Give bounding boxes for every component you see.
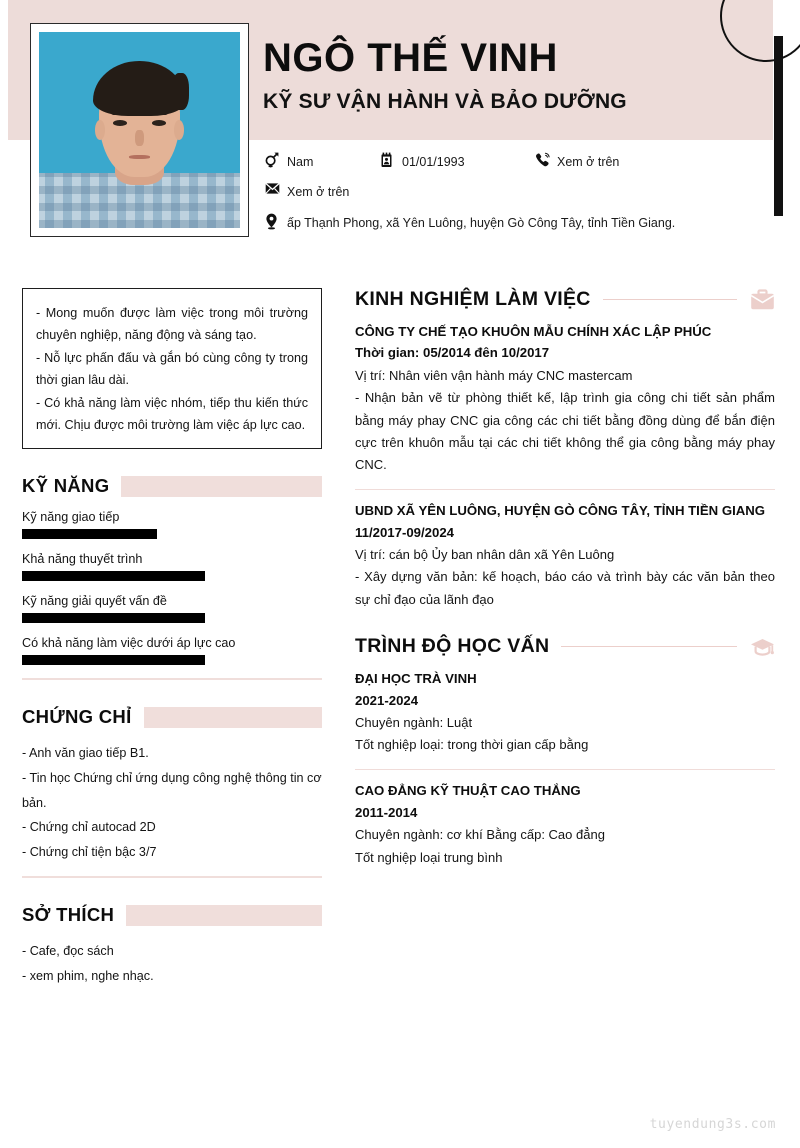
list-item: - xem phim, nghe nhạc. xyxy=(22,968,154,983)
contact-email-value: Xem ở trên xyxy=(287,185,350,200)
skill-bar-track xyxy=(22,571,322,581)
hobbies-list xyxy=(22,939,322,988)
contact-info xyxy=(265,152,765,243)
skill-bar-fill xyxy=(22,613,205,623)
left-column xyxy=(22,288,322,988)
decorative-vertical-bar xyxy=(774,36,783,216)
education-entry xyxy=(355,781,775,869)
contact-email xyxy=(265,182,349,202)
skill-label: Khả năng thuyết trình xyxy=(22,552,143,567)
skills-heading xyxy=(22,475,322,497)
gender-icon xyxy=(265,152,287,168)
skill-item xyxy=(22,636,322,665)
phone-icon xyxy=(535,152,557,168)
contact-address xyxy=(265,213,675,233)
contact-gender-value: Nam xyxy=(287,155,314,169)
objective-line: - Có khả năng làm việc nhóm, tiếp thu kiến thức mới. Chịu được môi trường làm việc áp lực cao. xyxy=(36,395,308,433)
skill-item xyxy=(22,510,322,539)
education-title: TRÌNH ĐỘ HỌC VẤN xyxy=(355,635,550,658)
skill-item xyxy=(22,594,322,623)
education-major: Chuyên ngành: Luật xyxy=(355,715,473,731)
hobbies-heading-bar xyxy=(126,905,322,926)
education-result: Tốt nghiệp loại: trong thời gian cấp bằng xyxy=(355,737,589,753)
experience-position: Vị trí: Nhân viên vận hành máy CNC mastercam xyxy=(355,367,633,383)
skill-bar-track xyxy=(22,529,322,539)
list-item: - Chứng chỉ autocad 2D xyxy=(22,820,156,835)
career-objective-box xyxy=(22,288,322,449)
contact-address-value: ấp Thạnh Phong, xã Yên Luông, huyện Gò Công Tây, tỉnh Tiền Giang. xyxy=(287,215,676,230)
experience-org: CÔNG TY CHẾ TẠO KHUÔN MẪU CHÍNH XÁC LẬP PHÚC xyxy=(355,324,712,339)
skill-label: Kỹ năng giải quyết vấn đề xyxy=(22,594,167,609)
skill-bar-track xyxy=(22,613,322,623)
skill-label: Kỹ năng giao tiếp xyxy=(22,510,120,525)
objective-line: - Nỗ lực phấn đấu và gắn bó cùng công ty trong thời gian lâu dài. xyxy=(36,350,308,388)
objective-line: - Mong muốn được làm việc trong môi trường chuyên nghiệp, năng động và sáng tạo. xyxy=(36,306,308,343)
skill-label: Có khả năng làm việc dưới áp lực cao xyxy=(22,636,236,651)
certificates-title: CHỨNG CHỈ xyxy=(22,706,132,728)
hobbies-title: SỞ THÍCH xyxy=(22,904,115,926)
education-heading-rule xyxy=(561,646,737,648)
experience-entry xyxy=(355,501,775,611)
education-school: ĐẠI HỌC TRÀ VINH xyxy=(355,671,477,687)
experience-heading xyxy=(355,288,775,311)
hobbies-heading xyxy=(22,904,322,926)
skill-bar-fill xyxy=(22,571,205,581)
experience-heading-rule xyxy=(603,299,737,301)
education-entry xyxy=(355,669,775,757)
avatar xyxy=(39,32,240,228)
education-result: Tốt nghiệp loại trung bình xyxy=(355,849,503,865)
skills-title: KỸ NĂNG xyxy=(22,475,110,497)
list-item: - Tin học Chứng chỉ ứng dụng công nghệ thông tin cơ bản. xyxy=(22,770,322,810)
education-divider xyxy=(355,769,775,771)
contact-gender xyxy=(265,152,380,172)
skill-bar-fill xyxy=(22,655,205,665)
right-column xyxy=(355,288,775,875)
skills-heading-bar xyxy=(121,476,322,497)
briefcase-icon xyxy=(749,289,775,311)
job-title: KỸ SƯ VẬN HÀNH VÀ BẢO DƯỠNG xyxy=(263,90,627,113)
experience-org: UBND XÃ YÊN LUÔNG, HUYỆN GÒ CÔNG TÂY, TỈNH TIỀN GIANG xyxy=(355,503,766,519)
envelope-icon xyxy=(265,182,287,195)
profile-photo-frame xyxy=(30,23,249,237)
certificates-heading-bar xyxy=(144,707,322,728)
skill-item xyxy=(22,552,322,581)
list-item: - Cafe, đọc sách xyxy=(22,944,114,959)
certificates-list xyxy=(22,741,322,864)
experience-desc: - Xây dựng văn bản: kế hoạch, báo cáo và trình bày các văn bản theo sự chỉ đạo của lãnh đạo xyxy=(355,569,775,607)
experience-title: KINH NGHIỆM LÀM VIỆC xyxy=(355,288,591,310)
experience-time: Thời gian: 05/2014 đên 10/2017 xyxy=(355,345,550,361)
certificates-divider xyxy=(22,876,322,878)
experience-divider xyxy=(355,489,775,491)
education-school: CAO ĐẲNG KỸ THUẬT CAO THẮNG xyxy=(355,783,581,799)
experience-desc: - Nhận bản vẽ từ phòng thiết kế, lập trình gia công chi tiết sản phẩm bằng máy phay CNC gia công các chi tiết bằng đồng dùng để bắn điện cực trên khuôn mẫu tại các chi tiết không thể gia công bằng máy phay CNC. xyxy=(355,390,775,473)
contact-phone-value: Xem ở trên xyxy=(557,155,620,169)
skills-divider xyxy=(22,678,322,680)
location-pin-icon xyxy=(265,213,287,230)
skill-bar-fill xyxy=(22,529,157,539)
name-block xyxy=(263,38,627,114)
contact-dob-value: 01/01/1993 xyxy=(402,155,465,169)
graduation-cap-icon xyxy=(749,636,775,658)
education-years: 2011-2014 xyxy=(355,804,418,820)
site-watermark: tuyendung3s.com xyxy=(649,1117,776,1132)
certificates-heading xyxy=(22,706,322,728)
experience-time: 11/2017-09/2024 xyxy=(355,524,455,540)
experience-position: Vị trí: cán bộ Ủy ban nhân dân xã Yên Luông xyxy=(355,547,615,563)
contact-phone xyxy=(535,152,619,172)
skill-bar-track xyxy=(22,655,322,665)
education-heading xyxy=(355,635,775,658)
list-item: - Anh văn giao tiếp B1. xyxy=(22,746,149,761)
education-major: Chuyên ngành: cơ khí Bằng cấp: Cao đẳng xyxy=(355,827,605,843)
list-item: - Chứng chỉ tiện bậc 3/7 xyxy=(22,844,157,859)
education-years: 2021-2024 xyxy=(355,692,419,708)
candidate-name: NGÔ THẾ VINH xyxy=(263,36,558,80)
experience-entry xyxy=(355,322,775,477)
contact-dob xyxy=(380,152,535,172)
calendar-icon xyxy=(380,152,402,168)
